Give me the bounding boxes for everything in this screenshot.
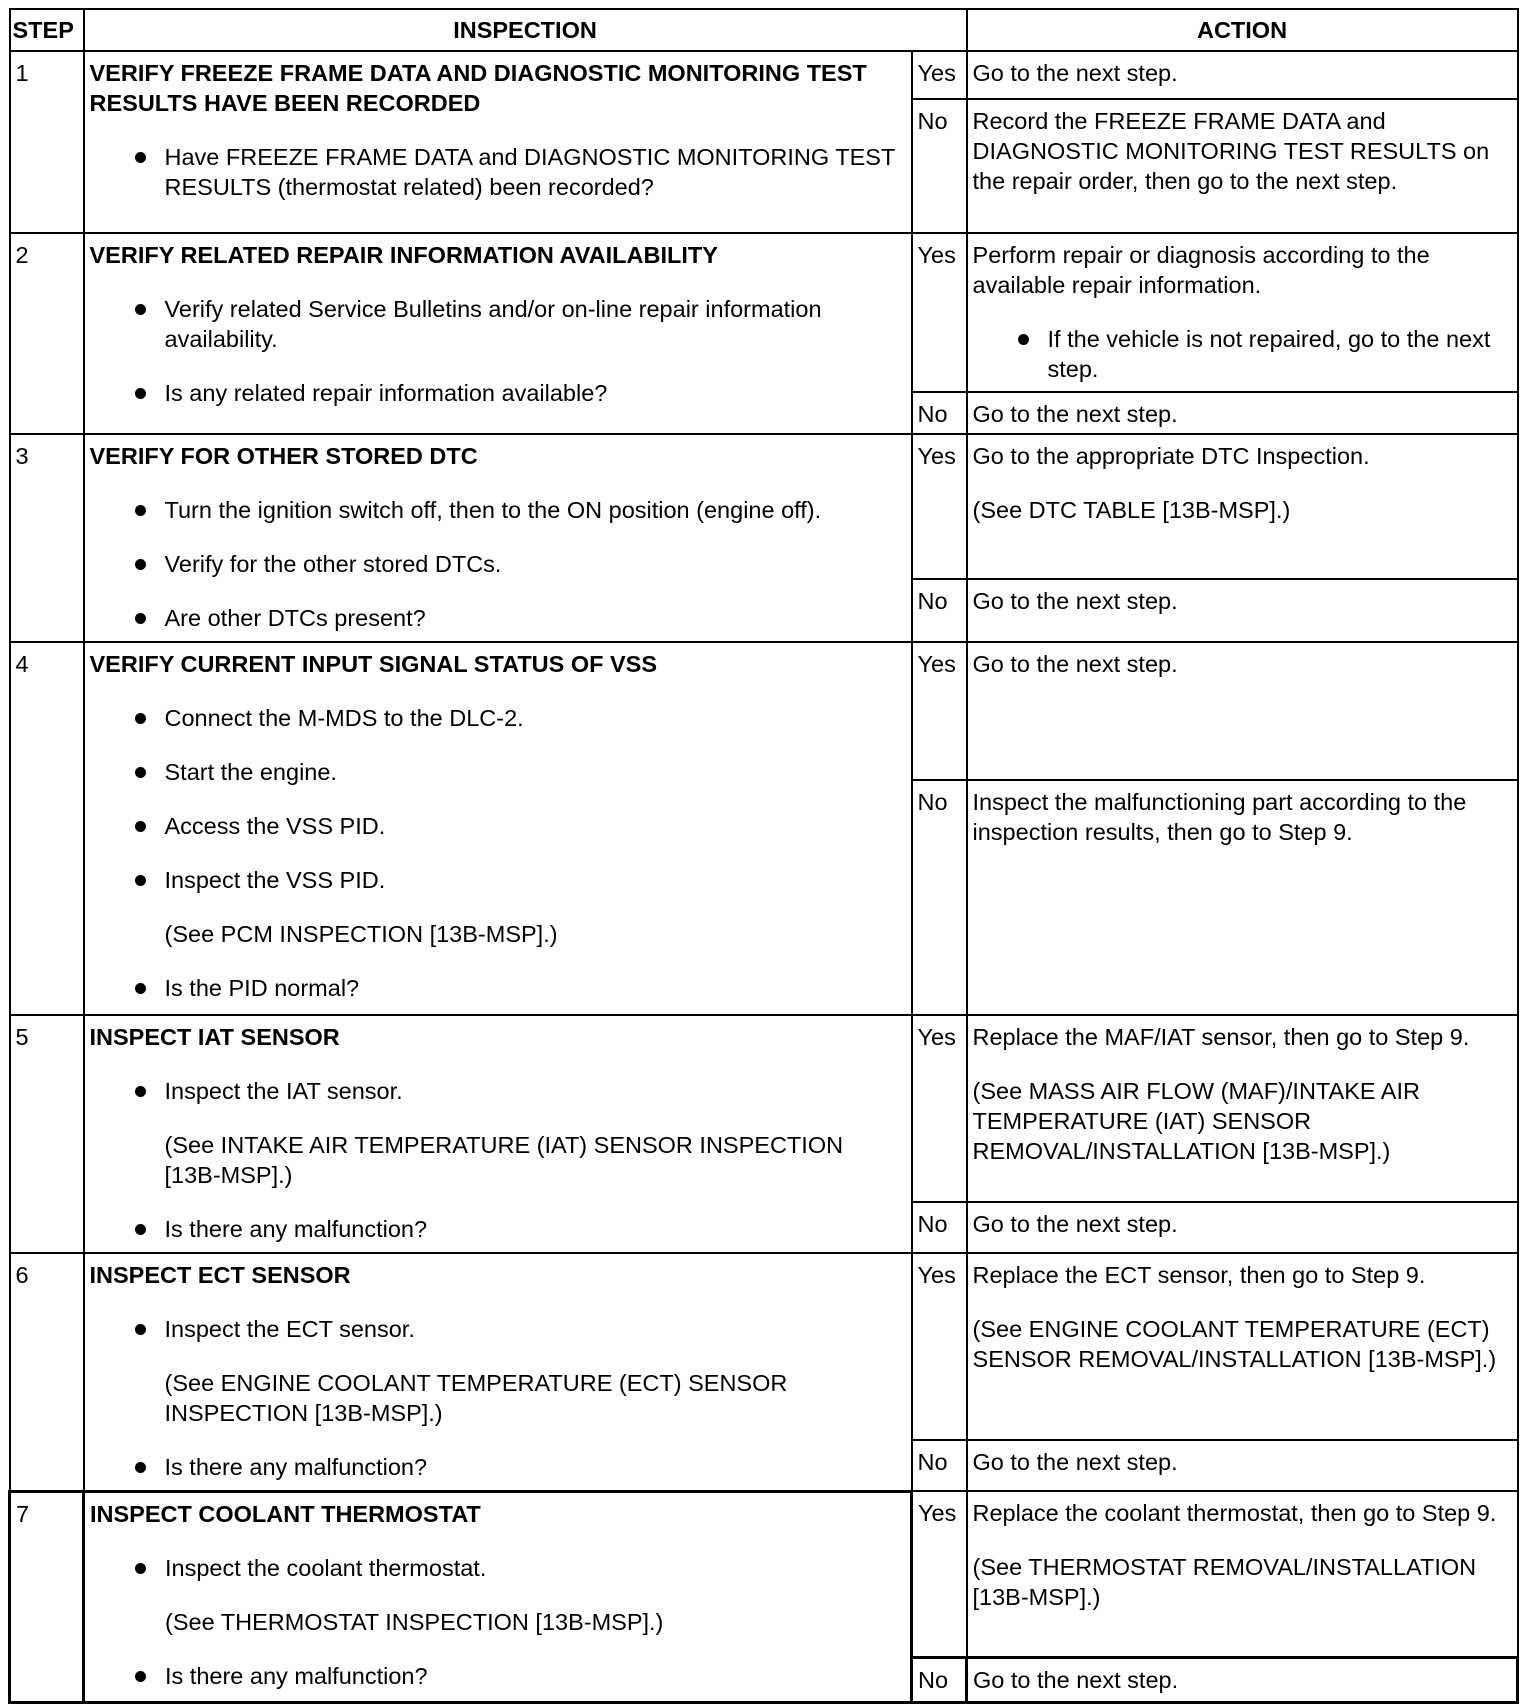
yes-action-reference: (See ENGINE COOLANT TEMPERATURE (ECT) SENSOR REMOVAL/INSTALLATION [13B-MSP].) — [972, 1316, 1497, 1372]
yes-label: Yes — [912, 233, 967, 392]
step-title: VERIFY CURRENT INPUT SIGNAL STATUS OF VSS — [89, 651, 658, 677]
yes-action-cell — [967, 1491, 1518, 1657]
no-label: No — [912, 780, 967, 1015]
no-action: Go to the next step. — [967, 392, 1518, 434]
step-inspection — [84, 233, 912, 434]
yes-action: Go to the appropriate DTC Inspection. — [972, 443, 1370, 469]
yes-label: Yes — [912, 1491, 967, 1657]
step-number: 6 — [10, 1253, 84, 1491]
table-row — [10, 1491, 1518, 1657]
yes-label: Yes — [912, 642, 967, 780]
yes-label: Yes — [912, 434, 967, 579]
yes-action: Go to the next step. — [967, 642, 1518, 780]
step-number: 2 — [10, 233, 84, 434]
inspection-bullet: Verify for the other stored DTCs. — [90, 549, 906, 579]
inspection-bullet: Are other DTCs present? — [90, 603, 906, 633]
inspection-bullet: Turn the ignition switch off, then to the ON position (engine off). — [90, 495, 906, 525]
diagnostic-table — [8, 8, 1519, 1704]
step-number: 3 — [10, 434, 84, 642]
header-action: ACTION — [967, 9, 1518, 51]
step-inspection — [84, 1015, 912, 1253]
no-label: No — [912, 392, 967, 434]
step-inspection — [84, 1491, 912, 1702]
yes-action-reference: (See MASS AIR FLOW (MAF)/INTAKE AIR TEMPERATURE (IAT) SENSOR REMOVAL/INSTALLATION [13B-MSP].) — [972, 1078, 1420, 1164]
no-action: Go to the next step. — [967, 579, 1518, 642]
no-action: Go to the next step. — [967, 1657, 1518, 1702]
step-number: 4 — [10, 642, 84, 1015]
yes-action: Replace the coolant thermostat, then go to Step 9. — [972, 1500, 1497, 1526]
step-inspection — [84, 1253, 912, 1491]
step-number: 7 — [10, 1491, 84, 1702]
yes-action-reference: (See DTC TABLE [13B-MSP].) — [972, 497, 1291, 523]
table-row — [10, 434, 1518, 579]
inspection-bullet: Verify related Service Bulletins and/or on-line repair information availability. — [90, 294, 906, 354]
header-row — [10, 9, 1518, 51]
yes-action-bullet: If the vehicle is not repaired, go to the next step. — [973, 324, 1512, 384]
no-label: No — [912, 1657, 967, 1702]
yes-label: Yes — [912, 51, 967, 99]
step-title: VERIFY RELATED REPAIR INFORMATION AVAILABILITY — [89, 242, 718, 268]
inspection-bullet: Is there any malfunction? — [90, 1661, 905, 1691]
inspection-bullet: Inspect the VSS PID. — [90, 865, 906, 895]
inspection-bullet: Is the PID normal? — [90, 973, 906, 1003]
step-inspection — [84, 434, 912, 642]
step-title: VERIFY FOR OTHER STORED DTC — [89, 443, 478, 469]
inspection-reference: (See ENGINE COOLANT TEMPERATURE (ECT) SENSOR INSPECTION [13B-MSP].) — [164, 1370, 788, 1426]
inspection-reference: (See INTAKE AIR TEMPERATURE (IAT) SENSOR INSPECTION [13B-MSP].) — [164, 1132, 844, 1188]
yes-action: Replace the MAF/IAT sensor, then go to Step 9. — [972, 1024, 1470, 1050]
inspection-bullet: Inspect the ECT sensor. — [90, 1314, 906, 1344]
inspection-bullet: Have FREEZE FRAME DATA and DIAGNOSTIC MONITORING TEST RESULTS (thermostat related) been recorded? — [90, 142, 906, 202]
header-step: STEP — [10, 9, 84, 51]
no-action: Go to the next step. — [967, 1202, 1518, 1253]
inspection-reference: (See PCM INSPECTION [13B-MSP].) — [164, 921, 558, 947]
no-label: No — [912, 99, 967, 233]
table-row — [10, 233, 1518, 392]
yes-action: Perform repair or diagnosis according to the available repair information. — [972, 242, 1430, 298]
inspection-bullet: Is any related repair information available? — [90, 378, 906, 408]
yes-action-cell — [967, 233, 1518, 392]
yes-action-cell — [967, 434, 1518, 579]
step-title: INSPECT ECT SENSOR — [89, 1262, 351, 1288]
inspection-bullet: Is there any malfunction? — [90, 1214, 906, 1244]
table-row — [10, 642, 1518, 780]
no-label: No — [912, 1440, 967, 1491]
yes-label: Yes — [912, 1253, 967, 1440]
yes-action: Replace the ECT sensor, then go to Step 9. — [972, 1262, 1426, 1288]
step-inspection — [84, 51, 912, 233]
no-action: Inspect the malfunctioning part according to the inspection results, then go to Step 9. — [967, 780, 1518, 1015]
yes-action-reference: (See THERMOSTAT REMOVAL/INSTALLATION [13B-MSP].) — [972, 1554, 1477, 1610]
step-inspection — [84, 642, 912, 1015]
yes-action: Go to the next step. — [967, 51, 1518, 99]
step-title: INSPECT IAT SENSOR — [89, 1024, 340, 1050]
no-label: No — [912, 1202, 967, 1253]
yes-label: Yes — [912, 1015, 967, 1202]
inspection-bullet: Inspect the IAT sensor. — [90, 1076, 906, 1106]
step-number: 1 — [10, 51, 84, 233]
inspection-bullet: Inspect the coolant thermostat. — [90, 1553, 905, 1583]
step-title: INSPECT COOLANT THERMOSTAT — [90, 1500, 481, 1527]
inspection-bullet: Is there any malfunction? — [90, 1452, 906, 1482]
inspection-reference: (See THERMOSTAT INSPECTION [13B-MSP].) — [165, 1608, 664, 1635]
table-row — [10, 51, 1518, 99]
step-number: 5 — [10, 1015, 84, 1253]
step-title: VERIFY FREEZE FRAME DATA AND DIAGNOSTIC MONITORING TEST RESULTS HAVE BEEN RECORDED — [89, 60, 867, 116]
table-row — [10, 1253, 1518, 1440]
yes-action-cell — [967, 1253, 1518, 1440]
header-inspection: INSPECTION — [84, 9, 967, 51]
table-row — [10, 1015, 1518, 1202]
no-label: No — [912, 579, 967, 642]
inspection-bullet: Start the engine. — [90, 757, 906, 787]
inspection-bullet: Connect the M-MDS to the DLC-2. — [90, 703, 906, 733]
yes-action-cell — [967, 1015, 1518, 1202]
inspection-bullet: Access the VSS PID. — [90, 811, 906, 841]
no-action: Record the FREEZE FRAME DATA and DIAGNOSTIC MONITORING TEST RESULTS on the repair order, then go to the next step. — [967, 99, 1518, 233]
no-action: Go to the next step. — [967, 1440, 1518, 1491]
